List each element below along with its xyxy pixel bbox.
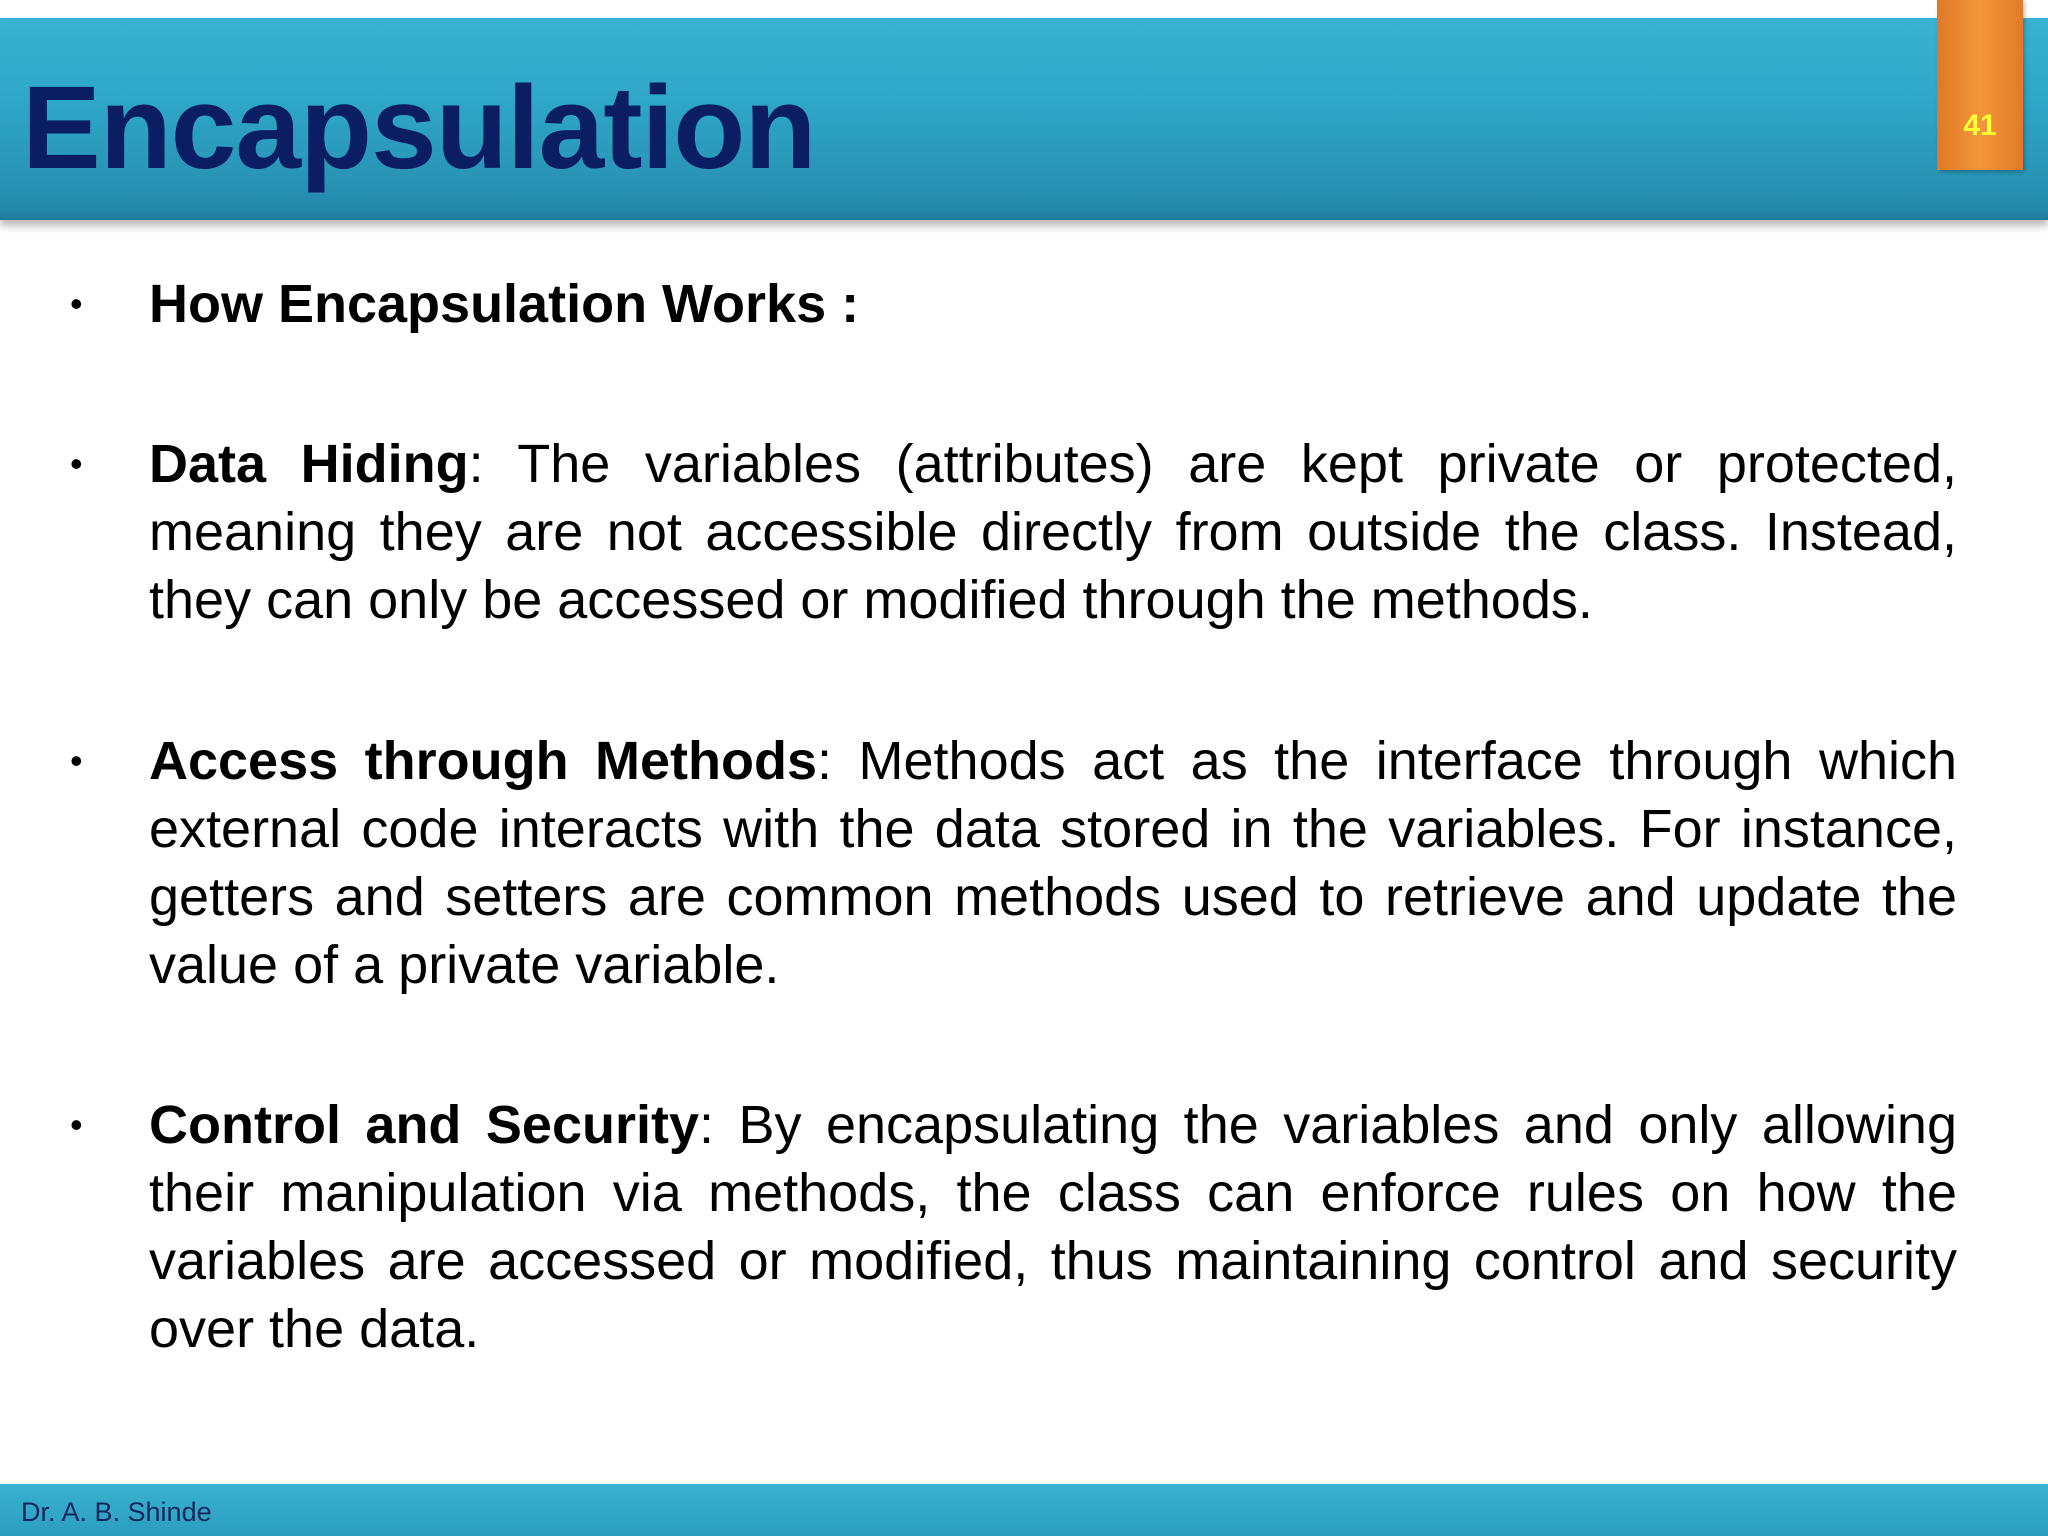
page-number-tab — [1937, 0, 2023, 170]
bullet-text — [149, 270, 1957, 338]
footer-author: Dr. A. B. Shinde — [21, 1497, 212, 1527]
page-number: 41 — [1963, 109, 1997, 142]
bullet-icon: • — [70, 443, 83, 484]
bullet-label: Control and Security — [149, 1095, 699, 1155]
bullet-label: How Encapsulation Works : — [149, 274, 860, 334]
bullet-icon: • — [70, 283, 83, 324]
bullet-text — [149, 1091, 1957, 1363]
bullet-body: Methods act as the interface through which external code interacts with the data stored in the variables. For instance, getters and setters are common methods used to retrieve and update the value of a private variable. — [149, 731, 1958, 995]
top-strip — [0, 0, 2048, 18]
bullet-separator: : — [817, 731, 833, 791]
bullet-body: The variables (attributes) are kept private or protected, meaning they are not accessible directly from outside the class. Instead, they can only be accessed or modified through the methods. — [149, 434, 1957, 630]
bullet-icon: • — [70, 1104, 83, 1145]
bullet-text — [149, 430, 1957, 634]
bullet-label: Data Hiding — [149, 434, 469, 494]
slide-title: Encapsulation — [22, 62, 816, 194]
bullet-label: Access through Methods — [149, 731, 818, 791]
bullet-separator: : — [699, 1095, 715, 1155]
bullet-body: By encapsulating the variables and only allowing their manipulation via methods, the class can enforce rules on how the variables are accessed or modified, thus maintaining control and security over the data. — [149, 1095, 1958, 1359]
bullet-icon: • — [70, 740, 83, 781]
bullet-text — [149, 727, 1957, 999]
footer-band — [0, 1484, 2048, 1536]
bullet-separator: : — [468, 434, 484, 494]
